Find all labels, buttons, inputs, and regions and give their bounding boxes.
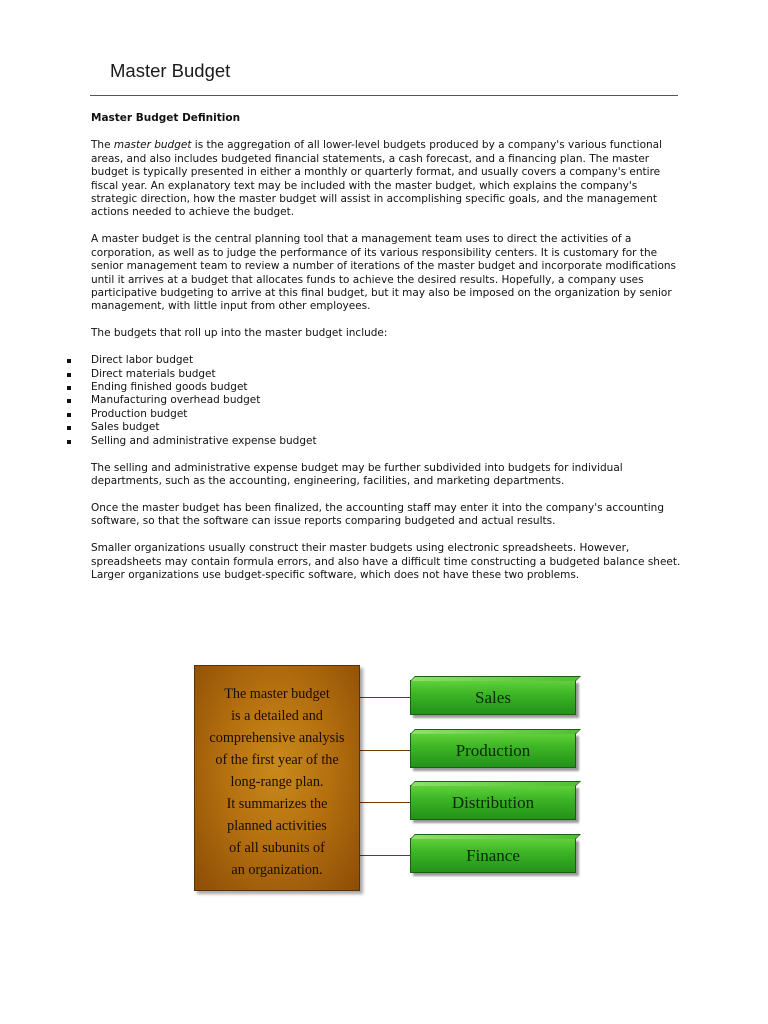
summary-line: long-range plan. bbox=[230, 774, 324, 790]
sales-box bbox=[410, 680, 576, 715]
summary-text bbox=[195, 683, 359, 881]
title-divider bbox=[90, 95, 678, 96]
connector-line bbox=[360, 855, 410, 856]
bullet-icon bbox=[67, 359, 71, 363]
bullet-icon bbox=[67, 373, 71, 377]
summary-line: of the first year of the bbox=[215, 752, 339, 768]
summary-line: comprehensive analysis bbox=[209, 730, 345, 746]
bullet-icon bbox=[67, 426, 71, 430]
finance-box bbox=[410, 838, 576, 873]
list-item-text: Selling and administrative expense budget bbox=[91, 434, 317, 447]
list-item-text: Sales budget bbox=[91, 421, 160, 434]
master-budget-summary-box bbox=[194, 665, 360, 891]
sales-label: Sales bbox=[475, 687, 511, 707]
list-item bbox=[91, 394, 681, 407]
section-heading: Master Budget Definition bbox=[91, 112, 241, 124]
summary-line: It summarizes the bbox=[226, 796, 328, 812]
list-item-text: Direct labor budget bbox=[91, 354, 194, 367]
subdivision-paragraph: The selling and administrative expense budget may be further subdivided into budgets for individual departments, such as the accounting, engineering, facilities, and marketing departments. bbox=[91, 461, 623, 487]
distribution-box bbox=[410, 785, 576, 820]
bullet-icon bbox=[67, 440, 71, 444]
bullet-icon bbox=[67, 399, 71, 403]
budgets-intro-paragraph: The budgets that roll up into the master budget include: bbox=[91, 327, 388, 340]
planning-tool-paragraph: A master budget is the central planning tool that a management team uses to direct the activities of a corporation, as well as to judge the performance of its various responsibility centers. It is customary for the senior management team to review a number of iterations of the master budget and incorporate modifications until it arrives at a budget that allocates funds to achieve the desired results. Hopefully, a company uses participative budgeting to arrive at this final budget, but it may also be imposed on the organization by senior management, with little input from other employees. bbox=[91, 233, 677, 313]
production-box bbox=[410, 733, 576, 768]
list-item-text: Direct materials budget bbox=[91, 367, 216, 380]
definition-text: is the aggregation of all lower-level budgets produced by a company's various functional areas, and also includes budgeted financial statements, a cash forecast, and a financing plan. The master budget is typically presented in either a monthly or quarterly format, and usually covers a company's entire fiscal year. An explanatory text may be included with the master budget, which explains the company's strategic direction, how the master budget will assist in accomplishing specific goals, and the management actions needed to achieve the budget. bbox=[91, 139, 663, 219]
list-item bbox=[91, 381, 681, 394]
connector-line bbox=[360, 697, 410, 698]
summary-line: The master budget bbox=[224, 686, 330, 702]
definition-term: master budget bbox=[113, 139, 192, 152]
production-label: Production bbox=[455, 740, 531, 760]
finalized-paragraph: Once the master budget has been finalized, the accounting staff may enter it into the company's accounting software, so that the software can issue reports comparing budgeted and actual results. bbox=[91, 501, 664, 528]
software-paragraph: Smaller organizations usually construct their master budgets using electronic spreadsheets. However, spreadsheets may contain formula errors, and also have a difficult time constructing a budgeted balance sheet. Larger organizations use budget-specific software, which does not have these two problems. bbox=[91, 542, 681, 581]
distribution-label: Distribution bbox=[451, 792, 535, 812]
summary-line: planned activities bbox=[227, 818, 327, 834]
document-body bbox=[91, 112, 681, 596]
connector-line bbox=[360, 802, 410, 803]
list-item-text: Ending finished goods budget bbox=[91, 381, 248, 393]
bullet-icon bbox=[67, 386, 71, 390]
summary-line: of all subunits of bbox=[229, 840, 325, 856]
bullet-icon bbox=[67, 413, 71, 417]
finance-label: Finance bbox=[466, 845, 520, 865]
summary-line: is a detailed and bbox=[231, 708, 323, 724]
list-item bbox=[91, 421, 681, 434]
connector-line bbox=[360, 750, 410, 751]
definition-paragraph bbox=[91, 139, 681, 219]
list-item bbox=[91, 368, 681, 381]
list-item-text: Production budget bbox=[91, 407, 188, 420]
budget-list bbox=[91, 354, 681, 448]
list-item bbox=[91, 354, 681, 367]
list-item bbox=[91, 435, 681, 448]
definition-lead: The bbox=[91, 139, 114, 152]
page-title: Master Budget bbox=[110, 60, 231, 81]
list-item bbox=[91, 408, 681, 421]
list-item-text: Manufacturing overhead budget bbox=[91, 394, 261, 407]
summary-line: an organization. bbox=[231, 862, 323, 878]
